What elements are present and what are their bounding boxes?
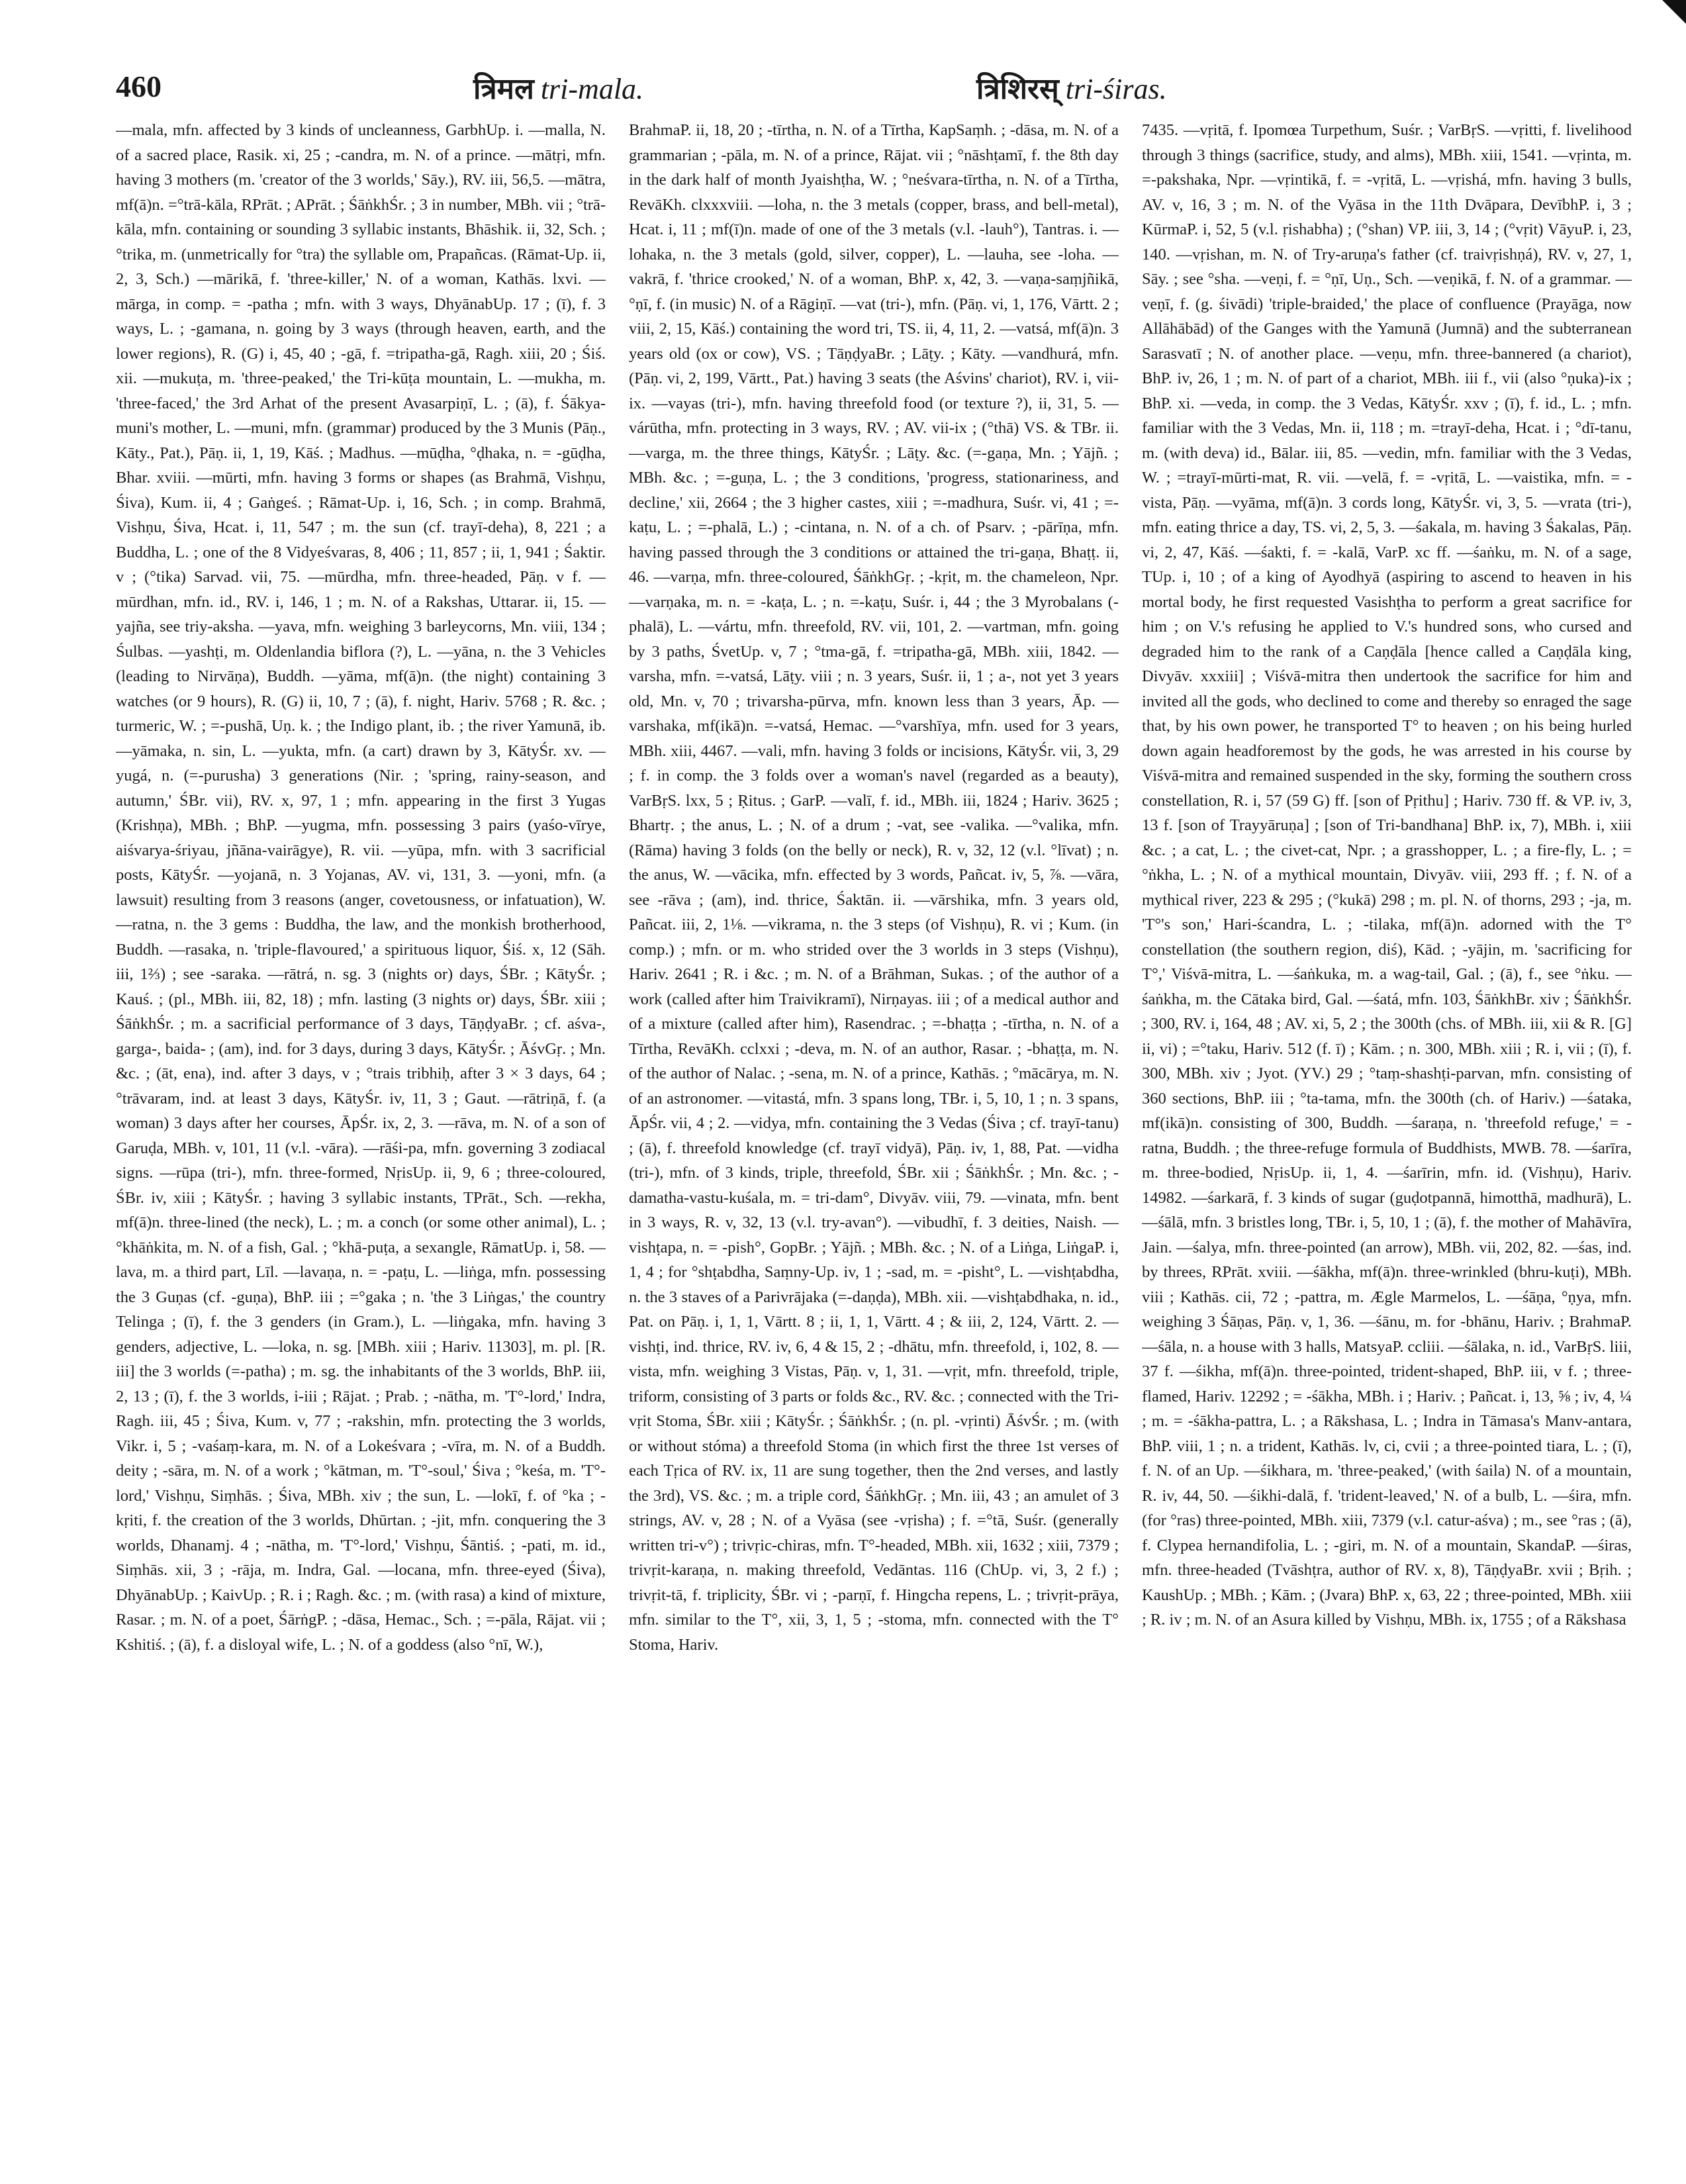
running-head-right xyxy=(976,68,1167,107)
column-1-text: —mala, mfn. affected by 3 kinds of uncleanness, GarbhUp. i. —malla, N. of a sacred place, Rasik. xi, 25 ; -candra, m. N. of a prince. —mātṛi, mfn. having 3 mothers (m. 'creator of the 3 worlds,' Sāy.), RV. iii, 56,5. —mātra, mf(ā)n. =°trā-kāla, RPrāt. ; APrāt. ; ŚāṅkhŚr. ; 3 in number, MBh. vii ; °trā-kāla, mfn. containing or sounding 3 syllabic instants, Bhāshik. ii, 32, Sch. ; °trika, m. (unmetrically for °tra) the syllable om, Prapañcas. (Rāmat-Up. ii, 2, 3, Sch.) —mārikā, f. 'three-killer,' N. of a woman, Kathās. lxvi. —mārga, in comp. = -patha ; mfn. with 3 ways, DhyānabUp. 17 ; (ī), f. 3 ways, L. ; -gamana, n. going by 3 ways (through heaven, earth, and the lower regions), R. (G) i, 45, 40 ; -gā, f. =tripatha-gā, Ragh. xiii, 20 ; Śiś. xii. —mukuṭa, m. 'three-peaked,' the Tri-kūṭa mountain, L. —mukha, m. 'three-faced,' the 3rd Arhat of the present Avasarpiṇī, L. ; (ā), f. Śākya-muni's mother, L. —muni, mfn. (grammar) produced by the 3 Munis (Pāṇ., Kāty., Pat.), Pāṇ. ii, 1, 19, Kāś. ; Madhus. —mūḍha, °ḍhaka, n. = -gūḍha, Bhar. xviii. —mūrti, mfn. having 3 forms or shapes (as Brahmā, Vishṇu, Śiva), Kum. ii, 4 ; Gaṅgeś. ; Rāmat-Up. i, 16, Sch. ; in comp. Brahmā, Vishṇu, Śiva, Hcat. i, 11, 547 ; m. the sun (cf. trayī-deha), 8, 221 ; a Buddha, L. ; one of the 8 Vidyeśvaras, 8, 406 ; 11, 857 ; ii, 1, 941 ; Śaktir. v ; (°tika) Sarvad. vii, 75. —mūrdha, mfn. three-headed, Pāṇ. v f. —mūrdhan, mfn. id., RV. i, 146, 1 ; m. N. of a Rakshas, Uttarar. ii, 15. —yajña, see triy-aksha. —yava, mfn. weighing 3 barleycorns, Mn. viii, 134 ; Śulbas. —yashṭi, m. Oldenlandia biflora (?), L. —yāna, n. the 3 Vehicles (leading to Nirvāṇa), Buddh. —yāma, mf(ā)n. (the night) containing 3 watches (or 9 hours), R. (G) ii, 10, 7 ; (ā), f. night, Hariv. 5768 ; R. &c. ; turmeric, W. ; =-pushā, Uṇ. k. ; the Indigo plant, ib. ; the river Yamunā, ib. —yāmaka, n. sin, L. —yukta, mfn. (a cart) drawn by 3, KātyŚr. xv. —yugá, n. (=-purusha) 3 generations (Nir. ; 'spring, rainy-season, and autumn,' ŚBr. vii), RV. x, 97, 1 ; mfn. appearing in the first 3 Yugas (Krishṇa), MBh. ; BhP. —yugma, mfn. possessing 3 pairs (yaśo-vīrye, aiśvarya-śriyau, jñāna-vairāgye), R. vii. —yūpa, mfn. with 3 sacrificial posts, KātyŚr. —yojanā, n. 3 Yojanas, AV. vi, 131, 3. —yoni, mfn. (a lawsuit) resulting from 3 reasons (anger, covetousness, or infatuation), W. —ratna, n. the 3 gems : Buddha, the law, and the monkish brotherhood, Buddh. —rasaka, n. 'triple-flavoured,' a spirituous liquor, Śiś. x, 12 (Sāh. iii, 1⅔) ; see -saraka. —rātrá, n. sg. 3 (nights or) days, ŚBr. ; KātyŚr. ; Kauś. ; (pl., MBh. iii, 82, 18) ; mfn. lasting (3 nights or) days, ŚBr. xiii ; ŚāṅkhŚr. ; m. a sacrificial performance of 3 days, TāṇḍyaBr. ; cf. aśva-, garga-, baida- ; (am), ind. for 3 days, during 3 days, KātyŚr. ; ĀśvGṛ. ; Mn. &c. ; (āt, ena), ind. after 3 days, v ; °trais tribhiḥ, after 3 × 3 days, 64 ; °trāvaram, ind. at least 3 days, KātyŚr. iv, 11, 3 ; Gaut. —rātriṇā, f. (a woman) 3 days after her courses, ĀpŚr. ix, 2, 3. —rāva, m. N. of a son of Garuḍa, MBh. v, 101, 11 (v.l. -vāra). —rāśi-pa, mfn. governing 3 zodiacal signs. —rūpa (tri-), mfn. three-formed, NṛisUp. ii, 9, 6 ; three-coloured, ŚBr. iv, xiii ; KātyŚr. ; having 3 syllabic instants, TPrāt., Sch. —rekha, mf(ā)n. three-lined (the neck), L. ; m. a conch (or some other animal), L. ; °khāṅkita, m. N. of a fish, Gal. ; °khā-puṭa, a sexangle, RāmatUp. i, 58. —lava, m. a third part, Līl. —lavaṇa, n. = -paṭu, L. —liṅga, mfn. possessing the 3 Guṇas (cf. -guṇa), BhP. iii ; =°gaka ; n. 'the 3 Liṅgas,' the country Telinga ; (ī), f. the 3 genders (in Gram.), L. —liṅgaka, mfn. having 3 genders, adjective, L. —loka, n. sg. [MBh. xiii ; Hariv. 11303], m. pl. [R. iii] the 3 worlds (=-patha) ; m. sg. the inhabitants of the 3 worlds, BhP. iii, 2, 13 ; (ī), f. the 3 worlds, i-iii ; Rājat. ; Prab. ; -nātha, m. 'T°-lord,' Indra, Ragh. iii, 45 ; Śiva, Kum. v, 77 ; -rakshin, mfn. protecting the 3 worlds, Vikr. i, 5 ; -vaśaṃ-kara, m. N. of a Lokeśvara ; -vīra, m. N. of a Buddh. deity ; -sāra, m. N. of a work ; °kātman, m. 'T°-soul,' Śiva ; °keśa, m. 'T°-lord,' Vishṇu, Siṃhās. ; Śiva, MBh. xiv ; the sun, L. —lokī, f. of °ka ; -kṛiti, f. the creation of the 3 worlds, Dhūrtan. ; -jit, mfn. conquering the 3 worlds, Dhanamj. 4 ; -nātha, m. 'T°-lord,' Vishṇu, Śāntiś. ; -pati, m. id., Siṃhās. xii, 3 ; -rāja, m. Indra, Gal. —locana, mfn. three-eyed (Śiva), DhyānabUp. ; KaivUp. ; R. i ; Ragh. &c. ; m. (with rasa) a kind of mixture, Rasar. ; m. N. of a poet, ŚārṅgP. ; -dāsa, Hemac., Sch. ; =-pāla, Rājat. vii ; Kshitiś. ; (ā), f. a disloyal wife, L. ; N. of a goddess (also °nī, W.), xyxy=(116,121,606,1654)
running-head-right-sanskrit: त्रिशिरस् xyxy=(976,73,1059,105)
running-head-right-translit: tri-śiras. xyxy=(1065,73,1167,105)
running-head-left-translit: tri-mala. xyxy=(540,73,644,105)
page-number: 460 xyxy=(116,70,162,103)
column-2-text: BrahmaP. ii, 18, 20 ; -tīrtha, n. N. of a Tīrtha, KapSaṃh. ; -dāsa, m. N. of a grammarian ; -pāla, m. N. of a prince, Rājat. vii ; °nāshṭamī, f. the 8th day in the dark half of month Jyaishṭha, W. ; °neśvara-tīrtha, n. N. of a Tīrtha, RevāKh. clxxxviii. —loha, n. the 3 metals (copper, brass, and bell-metal), Hcat. i, 11 ; mf(ī)n. made of one of the 3 metals (v.l. -lauh°), Tantras. i. —lohaka, n. the 3 metals (gold, silver, copper), L. —lauha, see -loha. —vakrā, f. 'thrice crooked,' N. of a woman, BhP. x, 42, 3. —vaṇa-saṃjñikā, °ṇī, f. (in music) N. of a Rāgiṇī. —vat (tri-), mfn. (Pāṇ. vi, 1, 176, Vārtt. 2 ; viii, 2, 15, Kāś.) containing the word tri, TS. ii, 4, 11, 2. —vatsá, mf(ā)n. 3 years old (ox or cow), VS. ; TāṇḍyaBr. ; Lāṭy. ; Kāty. —vandhurá, mfn. (Pāṇ. vi, 2, 199, Vārtt., Pat.) having 3 seats (the Aśvins' chariot), RV. i, vii-ix. —vayas (tri-), mfn. having threefold food (or texture ?), ii, 31, 5. —várūtha, mfn. protecting in 3 ways, RV. ; AV. vii-ix ; (°thā) VS. & TBr. ii. —varga, m. the three things, KātyŚr. ; Lāṭy. &c. (=-gaṇa, Mn. ; Yājñ. ; MBh. &c. ; =-guṇa, L. ; the 3 conditions, 'progress, stationariness, and decline,' xii, 2664 ; the 3 higher castes, xiii ; =-madhura, Suśr. vi, 41 ; =-kaṭu, L. ; =-phalā, L.) ; -cintana, n. N. of a ch. of Psarv. ; -pārīṇa, mfn. having passed through the 3 conditions or attained the tri-gaṇa, Bhaṭṭ. ii, 46. —varṇa, mfn. three-coloured, ŚāṅkhGṛ. ; -kṛit, m. the chameleon, Npr. —varṇaka, m. n. = -kaṭa, L. ; n. =-kaṭu, Suśr. i, 44 ; the 3 Myrobalans (-phalā), L. —vártu, mfn. threefold, RV. vii, 101, 2. —vartman, mfn. going by 3 paths, ŚvetUp. v, 7 ; °tma-gā, f. =tripatha-gā, MBh. xiii, 1842. —varsha, mfn. =-vatsá, Lāṭy. viii ; n. 3 years, Suśr. ii, 1 ; a-, not yet 3 years old, Mn. v, 70 ; trivarsha-pūrva, mfn. known less than 3 years, Āp. —varshaka, mf(ikā)n. =-vatsá, Hemac. —°varshīya, mfn. used for 3 years, MBh. xiii, 4467. —vali, mfn. having 3 folds or incisions, KātyŚr. vii, 3, 29 ; f. in comp. the 3 folds over a woman's navel (regarded as a beauty), VarBṛS. lxx, 5 ; Ṛitus. ; GarP. —valī, f. id., MBh. iii, 1824 ; Hariv. 3625 ; Bhartṛ. ; the anus, L. ; N. of a drum ; -vat, see -valika. —°valika, mfn. (Rāma) having 3 folds (on the belly or neck), R. v, 32, 12 (v.l. °līvat) ; n. the anus, W. —vācika, mfn. effected by 3 words, Pañcat. iv, 5, ⅞. —vāra, see -rāva ; (am), ind. thrice, Śaktān. ii. —vārshika, mfn. 3 years old, Pañcat. iii, 2, 1⅛. —vikrama, n. the 3 steps (of Vishṇu), R. vi ; Kum. (in comp.) ; mfn. or m. who strided over the 3 worlds in 3 steps (Vishṇu), Hariv. 2641 ; R. i &c. ; m. N. of a Brāhman, Sukas. ; of the author of a work (called after him Traivikramī), Nirṇayas. iii ; of a medical author and of a mixture (called after him), Rasendrac. ; =-bhaṭṭa ; -tīrtha, n. N. of a Tīrtha, RevāKh. cclxxi ; -deva, m. N. of an author, Rasar. ; -bhaṭṭa, m. N. of the author of Nalac. ; -sena, m. N. of a prince, Kathās. ; °mācārya, m. N. of an astronomer. —vitastá, mfn. 3 spans long, TBr. i, 5, 10, 1 ; n. 3 spans, ĀpŚr. vii, 4 ; 2. —vidya, mfn. containing the 3 Vedas (Śiva ; cf. trayī-tanu) ; (ā), f. threefold knowledge (cf. trayī vidyā), Pāṇ. iv, 1, 88, Pat. —vidha (tri-), mfn. of 3 kinds, triple, threefold, ŚBr. xii ; ŚāṅkhŚr. ; Mn. &c. ; -damatha-vastu-kuśala, m. = tri-dam°, Divyāv. viii, 79. —vinata, mfn. bent in 3 ways, R. v, 32, 13 (v.l. try-avan°). —vibudhī, f. 3 deities, Naish. —vishṭapa, n. = -pish°, GopBr. ; Yājñ. ; MBh. &c. ; N. of a Liṅga, LiṅgaP. i, 1, 4 ; for °shṭabdha, Saṃny-Up. iv, 1 ; -sad, m. = -pisht°, L. —vishṭabdha, n. the 3 staves of a Parivrājaka (=-daṇḍa), MBh. xii. —vishṭabdhaka, n. id., Pat. on Pāṇ. i, 1, 1, Vārtt. 8 ; ii, 1, 1, Vārtt. 4 ; & iii, 2, 124, Vārtt. 2. —vishṭi, ind. thrice, RV. iv, 6, 4 & 15, 2 ; -dhātu, mfn. threefold, i, 102, 8. —vista, mfn. weighing 3 Vistas, Pāṇ. v, 1, 31. —vṛit, mfn. threefold, triple, triform, consisting of 3 parts or folds &c., RV. &c. ; connected with the Tri-vṛit Stoma, ŚBr. xiii ; KātyŚr. ; ŚāṅkhŚr. ; (n. pl. -vṛinti) ĀśvŚr. ; m. (with or without stóma) a threefold Stoma (in which first the three 1st verses of each Tṛica of RV. ix, 11 are sung together, then the 2nd verses, and lastly the 3rd), VS. &c. ; m. a triple cord, ŚāṅkhGṛ. ; Mn. iii, 43 ; an amulet of 3 strings, AV. v, 28 ; N. of a Vyāsa (see -vṛisha) ; f. =°tā, Suśr. (generally written tri-v°) ; trivṛic-chiras, mfn. T°-headed, MBh. xii, 1632 ; xiii, 7379 ; trivṛit-karaṇa, n. making threefold, Vedāntas. 116 (ChUp. vi, 3, 2 f.) ; trivṛit-tā, f. triplicity, ŚBr. vi ; -parṇī, f. Hingcha repens, L. ; trivṛit-prāya, mfn. similar to the T°, xii, 3, 1, 5 ; -stoma, mfn. connected with the T° Stoma, Hariv. xyxy=(629,121,1119,1654)
page-header xyxy=(116,66,1640,113)
dictionary-column-1 xyxy=(116,118,606,2157)
running-head-left-sanskrit: त्रिमल xyxy=(473,73,534,105)
running-head-left xyxy=(473,68,643,107)
dictionary-column-3 xyxy=(1142,118,1632,2157)
column-3-text: 7435. —vṛitā, f. Ipomœa Turpethum, Suśr. ; VarBṛS. —vṛitti, f. livelihood through 3 things (sacrifice, study, and alms), MBh. xiii, 1541. —vṛinta, m. =-pakshaka, Npr. —vṛintikā, f. = -vṛitā, L. —vṛishá, mfn. having 3 bulls, AV. v, 16, 3 ; m. N. of the Vyāsa in the 11th Dvāpara, DevībhP. i, 3 ; KūrmaP. i, 52, 5 (v.l. ṛishabha) ; (°shan) VP. iii, 3, 14 ; (°vṛit) VāyuP. i, 23, 140. —vṛishan, m. N. of Try-aruṇa's father (cf. traivṛishṇá), RV. v, 27, 1, Sāy. ; see °sha. —veṇi, f. = °ṇī, Uṇ., Sch. —veṇikā, f. N. of a grammar. —veṇī, f. (g. śivādi) 'triple-braided,' the place of confluence (Prayāga, now Allāhābād) of the Ganges with the Yamunā (Jumnā) and the subterranean Sarasvatī ; N. of another place. —veṇu, mfn. three-bannered (a chariot), BhP. iv, 26, 1 ; m. N. of part of a chariot, MBh. iii f., vii (also °ṇuka)-ix ; BhP. xi. —veda, in comp. the 3 Vedas, KātyŚr. xxv ; (ī), f. id., L. ; mfn. familiar with the 3 Vedas, Mn. ii, 118 ; m. =trayī-deha, Hcat. i ; °dī-tanu, m. (with deva) id., Bālar. iii, 85. —vedin, mfn. familiar with the 3 Vedas, W. ; =trayī-mūrti-mat, R. vii. —velā, f. = -vṛitā, L. —vaistika, mfn. = -vista, Pāṇ. —vyāma, mf(ā)n. 3 cords long, KātyŚr. vi, 3, 5. —vrata (tri-), mfn. eating thrice a day, TS. vi, 2, 5, 3. —śakala, m. having 3 Śakalas, Pāṇ. vi, 2, 47, Kāś. —śakti, f. = -kalā, VarP. xc ff. —śaṅku, m. N. of a sage, TUp. i, 10 ; of a king of Ayodhyā (aspiring to ascend to heaven in his mortal body, he first requested Vasishṭha to perform a great sacrifice for him ; on V.'s refusing he applied to V.'s hundred sons, who cursed and degraded him to the rank of a Caṇḍāla [hence called a Caṇḍāla king, Divyāv. xxxiii] ; Viśvā-mitra then undertook the sacrifice for him and invited all the gods, who declined to come and thereby so enraged the sage that, by his own power, he transported T° to heaven ; on his being hurled down again headforemost by the gods, he was arrested in his course by Viśvā-mitra and remained suspended in the sky, forming the southern cross constellation, R. i, 57 (59 G) ff. [son of Pṛithu] ; Hariv. 730 ff. & VP. iv, 3, 13 f. [son of Trayyāruṇa] ; [son of Tri-bandhana] BhP. ix, 7), MBh. i, xiii &c. ; a cat, L. ; the civet-cat, Npr. ; a grasshopper, L. ; a fire-fly, L. ; = °ṅkha, L. ; N. of a mythical mountain, Divyāv. viii, 293 ff. ; f. N. of a mythical river, 223 & 295 ; (°kukā) 298 ; m. pl. N. of thorns, 293 ; -ja, m. 'T°'s son,' Hari-ścandra, L. ; -tilaka, mf(ā)n. adorned with the T° constellation (the southern region, diś), Kād. ; -yājin, m. 'sacrificing for T°,' Viśvā-mitra, L. —śaṅkuka, m. a wag-tail, Gal. ; (ā), f., see °ṅku. —śaṅkha, m. the Cātaka bird, Gal. —śatá, mfn. 103, ŚāṅkhBr. xiv ; ŚāṅkhŚr. ; 300, RV. i, 164, 48 ; AV. xi, 5, 2 ; the 300th (chs. of MBh. iii, xii & R. [G] ii, vi) ; =°taku, Hariv. 512 (f. ī) ; Kām. ; n. 300, MBh. xiii ; R. i, vii ; (ī), f. 300, MBh. xiv ; Jyot. (YV.) 29 ; °taṃ-shashṭi-parvan, mfn. consisting of 360 sections, BhP. iii ; °ta-tama, mfn. the 300th (ch. of Hariv.) —śataka, mf(ikā)n. consisting of 300, Buddh. —śaraṇa, n. 'threefold refuge,' = -ratna, Buddh. ; the three-refuge formula of Buddhists, MWB. 78. —śarīra, m. three-bodied, NṛisUp. ii, 1, 4. —śarīrin, mfn. id. (Vishṇu), Hariv. 14982. —śarkarā, f. 3 kinds of sugar (guḍotpannā, himotthā, madhurā), L. —śālā, mfn. 3 bristles long, TBr. i, 5, 10, 1 ; (ā), f. the mother of Mahāvīra, Jain. —śalya, mfn. three-pointed (an arrow), MBh. vii, 202, 82. —śas, ind. by threes, RPrāt. xviii. —śākha, mf(ā)n. three-wrinkled (bhru-kuṭi), MBh. viii ; Kathās. cii, 72 ; -pattra, m. Ægle Marmelos, L. —śāṇa, °ṇya, mfn. weighing 3 Śāṇas, Pāṇ. v, 1, 36. —śānu, m. for -bhānu, Hariv. ; BrahmaP. —śāla, n. a house with 3 halls, MatsyaP. ccliii. —śālaka, n. id., VarBṛS. liii, 37 f. —śikha, mf(ā)n. three-pointed, trident-shaped, BhP. iii, v f. ; three-flamed, Hariv. 12292 ; = -śākha, MBh. i ; Hariv. ; Pañcat. i, 13, ⅝ ; iv, 4, ¼ ; m. = -śākha-pattra, L. ; a Rākshasa, L. ; Indra in Tāmasa's Manv-antara, BhP. viii, 1 ; n. a trident, Kathās. lv, ci, cvii ; a three-pointed tiara, L. ; (ī), f. N. of an Up. —śikhara, m. 'three-peaked,' (with śaila) N. of a mountain, R. iv, 44, 50. —śikhi-dalā, f. 'trident-leaved,' N. of a bulb, L. —śira, mfn. (for °ras) three-pointed, MBh. xiii, 7379 (v.l. catur-aśva) ; m., see °ras ; (ā), f. Clypea hernandifolia, L. ; -giri, m. N. of a mountain, SkandaP. —śiras, mfn. three-headed (Tvāshṭra, author of RV. x, 8), TāṇḍyaBr. xvii ; Bṛih. ; KaushUp. ; MBh. ; Kām. ; (Jvara) BhP. x, 63, 22 ; three-pointed, MBh. xiii ; R. iv ; m. N. of an Asura killed by Vishṇu, MBh. ix, 1755 ; of a Rākshasa xyxy=(1142,121,1632,1629)
dictionary-column-2 xyxy=(629,118,1119,2157)
dictionary-columns xyxy=(116,118,1638,2157)
page-corner-mark xyxy=(1662,0,1686,24)
